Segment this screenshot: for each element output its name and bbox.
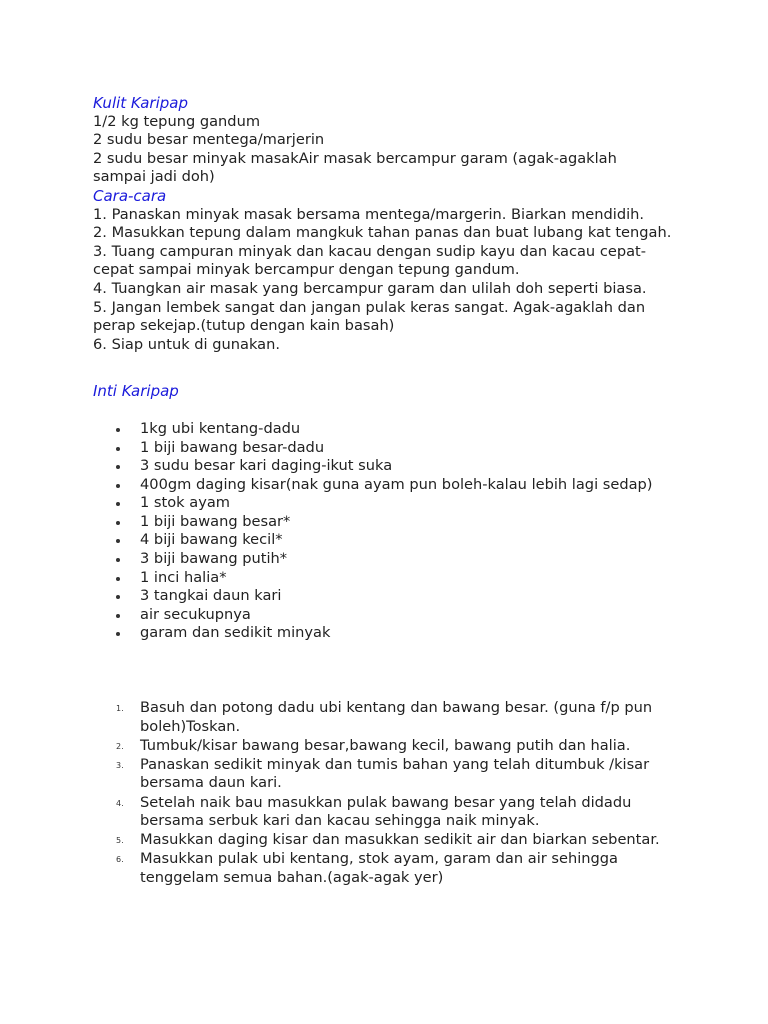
list-item: 1 biji bawang besar* bbox=[140, 513, 673, 532]
recipe-document bbox=[93, 94, 673, 888]
list-item: 4 biji bawang kecil* bbox=[140, 531, 673, 550]
inti-heading: Inti Karipap bbox=[93, 382, 179, 401]
inti-step-list bbox=[93, 699, 673, 887]
cara-step: 3. Tuang campuran minyak dan kacau dengan sudip kayu dan kacau cepat-cepat sampai minyak bercampur dengan tepung gandum. bbox=[93, 242, 647, 279]
cara-heading: Cara-cara bbox=[93, 186, 167, 205]
inti-ingredient-list bbox=[93, 420, 673, 643]
list-item bbox=[116, 793, 673, 831]
list-item bbox=[116, 736, 673, 756]
step-number: 4. bbox=[116, 798, 124, 808]
list-item: 400gm daging kisar(nak guna ayam pun boleh-kalau lebih lagi sedap) bbox=[140, 476, 673, 495]
kulit-ingredient: 2 sudu besar mentega/marjerin bbox=[93, 131, 325, 149]
step-text: Masukkan daging kisar dan masukkan sedikit air dan biarkan sebentar. bbox=[140, 831, 660, 849]
list-item: 3 tangkai daun kari bbox=[140, 587, 673, 606]
kulit-ingredient: 1/2 kg tepung gandum bbox=[93, 112, 261, 130]
kulit-heading: Kulit Karipap bbox=[93, 94, 188, 112]
step-text: Masukkan pulak ubi kentang, stok ayam, garam dan air sehingga tenggelam semua bahan.(agak-agak yer) bbox=[140, 850, 618, 886]
cara-step: 1. Panaskan minyak masak bersama mentega/margerin. Biarkan mendidih. bbox=[93, 205, 645, 223]
step-text: Panaskan sedikit minyak dan tumis bahan yang telah ditumbuk /kisar bersama daun kari. bbox=[140, 755, 650, 792]
list-item: garam dan sedikit minyak bbox=[140, 624, 673, 643]
step-number: 1. bbox=[116, 704, 124, 714]
cara-step: 2. Masukkan tepung dalam mangkuk tahan panas dan buat lubang kat tengah. bbox=[93, 224, 672, 242]
step-number: 2. bbox=[116, 741, 124, 751]
cara-step: 6. Siap untuk di gunakan. bbox=[93, 335, 280, 353]
step-number: 6. bbox=[116, 855, 124, 865]
list-item: 1kg ubi kentang-dadu bbox=[140, 420, 673, 439]
list-item bbox=[116, 755, 673, 793]
step-text: Setelah naik bau masukkan pulak bawang besar yang telah didadu bersama serbuk kari dan kacau sehingga naik minyak. bbox=[140, 793, 632, 830]
list-item: 3 sudu besar kari daging-ikut suka bbox=[140, 457, 673, 476]
step-text: Basuh dan potong dadu ubi kentang dan bawang besar. (guna f/p pun boleh)Toskan. bbox=[140, 699, 653, 735]
list-item: 1 biji bawang besar-dadu bbox=[140, 439, 673, 458]
step-text: Tumbuk/kisar bawang besar,bawang kecil, bawang putih dan halia. bbox=[140, 736, 631, 754]
cara-step: 5. Jangan lembek sangat dan jangan pulak keras sangat. Agak-agaklah dan perap sekejap.(tutup dengan kain basah) bbox=[93, 298, 646, 335]
kulit-ingredient: 2 sudu besar minyak masakAir masak bercampur garam (agak-agaklah sampai jadi doh) bbox=[93, 149, 617, 186]
cara-step: 4. Tuangkan air masak yang bercampur garam dan ulilah doh seperti biasa. bbox=[93, 279, 647, 297]
list-item: 1 inci halia* bbox=[140, 569, 673, 588]
list-item: 3 biji bawang putih* bbox=[140, 550, 673, 569]
list-item bbox=[116, 850, 673, 887]
list-item: 1 stok ayam bbox=[140, 494, 673, 513]
list-item: air secukupnya bbox=[140, 606, 673, 625]
step-number: 3. bbox=[116, 760, 124, 770]
step-number: 5. bbox=[116, 836, 124, 846]
list-item bbox=[116, 699, 673, 736]
list-item bbox=[116, 831, 673, 850]
